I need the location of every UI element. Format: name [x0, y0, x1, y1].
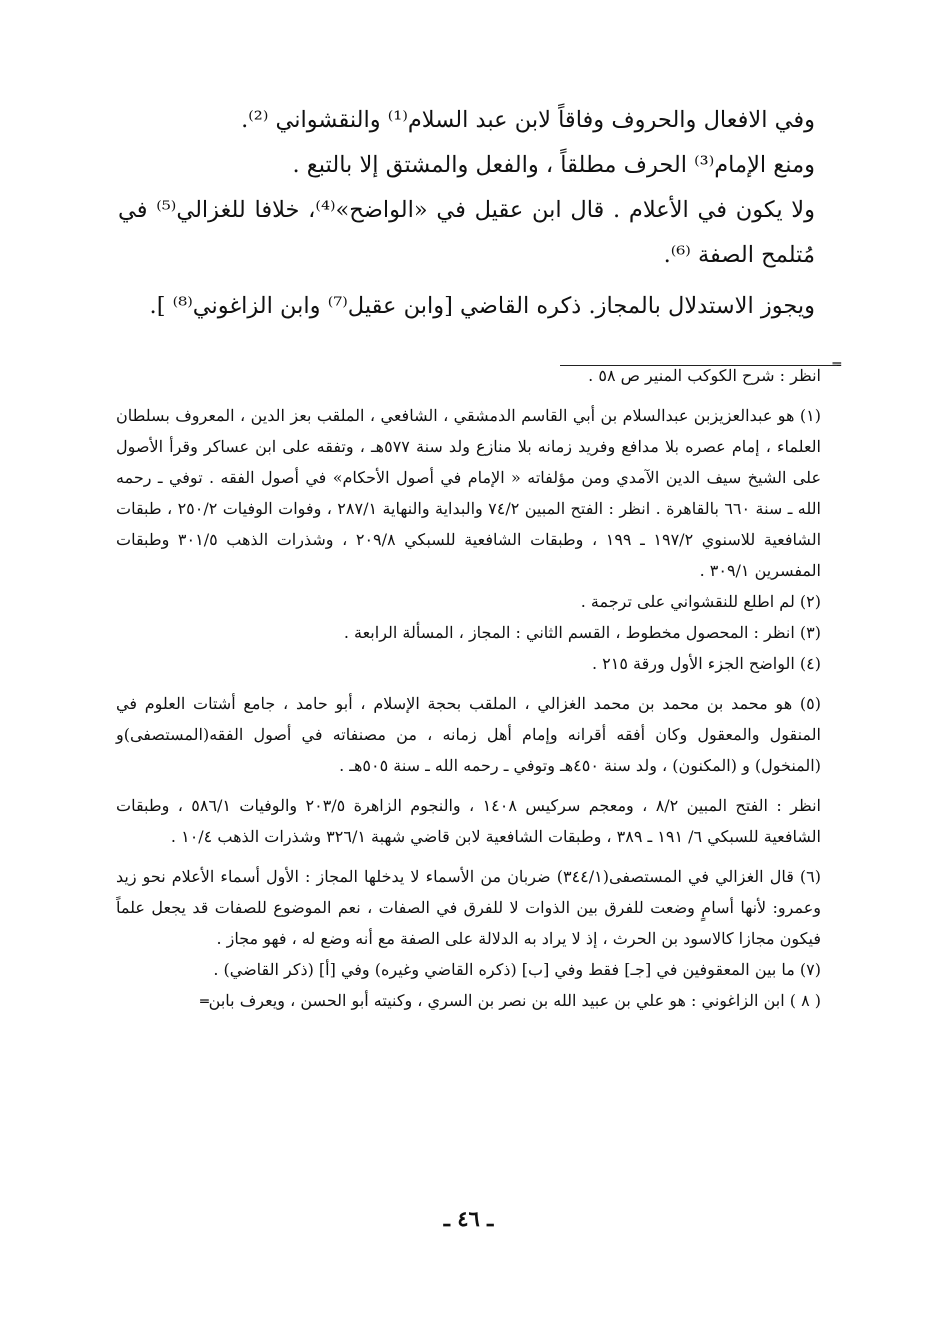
- main-line-3: ولا يكون في الأعلام . قال ابن عقيل في «الواضح»⁽⁴⁾، خلافا للغزالي⁽⁵⁾ في مُتلمح الصفة ⁽⁶⁾.: [118, 197, 816, 268]
- footnote-8-text: ( ٨ ) ابن الزاغوني : هو علي بن عبيد الله بن نصر بن السري ، وكنيته أبو الحسن ، ويعرف بابن: [208, 991, 821, 1010]
- main-line-1: وفي الافعال والحروف وفاقاً لابن عبد السلام⁽¹⁾ والنقشواني ⁽²⁾.: [241, 107, 815, 133]
- main-line-2: ومنع الإمام⁽³⁾ الحرف مطلقاً ، والفعل والمشتق إلا بالتبع .: [292, 152, 815, 178]
- page-number: ـ ٤٦ ـ: [443, 1206, 494, 1231]
- double-rule-mark-bottom: ═: [200, 994, 209, 1010]
- footnote-6: (٦) قال الغزالي في المستصفى(٣٤٤/١) ضربان من الأسماء لا يدخلها المجاز : الأول أسماء الأعلام نحو زيد وعمرو: لأنها أسامٍ وضعت للفرق بين الذوات لا للفرق في الصفات ، نعم الموضوع للصفات قد يجعل علماً فيكون مجازا كالاسود بن الحرث ، إذ لا يراد به الدلالة على الصفة مع أنه وضع له ، فهو مجاز .: [116, 867, 822, 948]
- footnote-4: (٤) الواضح الجزء الأول ورقة ٢١٥ .: [591, 654, 821, 673]
- footnote-1: (١) هو عبدالعزيزبن عبدالسلام بن أبي القاسم الدمشقي ، الشافعي ، الملقب بعز الدين ، المعروف بسلطان العلماء ، إمام عصره بلا مدافع وفريد زمانه بلا منازع ولد سنة ٥٧٧هـ ، وتفقه على ابن عساكر وقرأ الأصول على الشيخ سيف الدين الآمدي ومن مؤلفاته « الإمام في أصول الأحكام» في أصول الفقه . توفي ـ رحمه الله ـ سنة ٦٦٠ بالقاهرة . انظر : الفتح المبين ٧٤/٢ والبداية والنهاية ٢٨٧/١ ، وفوات الوفيات ٢٥٠/٢ ، طبقات الشافعية للاسنوي ١٩٧/٢ ـ ١٩٩ ، وطبقات الشافعية للسبكي ٢٠٩/٨ ، وشذرات الذهب ٣٠١/٥ وطبقات المفسرين ٣٠٩/١ .: [116, 406, 822, 580]
- double-rule-mark-top: ═: [832, 357, 841, 373]
- footnote-reference: انظر : شرح الكوكب المنير ص ٥٨ .: [588, 366, 821, 385]
- footnote-7: (٧) ما بين المعقوفين في [جـ] فقط وفي [ب] (ذكره القاضي وغيره) وفي [أ] (ذكر القاضي) .: [213, 960, 821, 979]
- footnote-5: (٥) هو محمد بن محمد بن محمد الغزالي ، الملقب بحجة الإسلام ، أبو حامد ، جامع أشتات العلوم في المنقول والمعقول وكان أفقه أقرانه وإمام أهل زمانه ، من مصنفاته في أصول الفقه(المستصفى)و (المنخول) و (المكنون) ، ولد سنة ٤٥٠هـ وتوفي ـ رحمه الله ـ سنة ٥٠٥هـ .: [116, 694, 821, 775]
- main-line-4: ويجوز الاستدلال بالمجاز. ذكره القاضي [وابن عقيل⁽⁷⁾ وابن الزاغوني⁽⁸⁾ ].: [149, 293, 815, 319]
- footnotes: [116, 360, 821, 1018]
- footnote-8: [116, 985, 821, 1018]
- main-text: [118, 98, 815, 329]
- footnote-2: (٢) لم اطلع للنقشواني على ترجمة .: [580, 592, 821, 611]
- footnote-5-sources: انظر : الفتح المبين ٨/٢ ، ومعجم سركيس ١٤٠٨ ، والنجوم الزاهرة ٢٠٣/٥ والوفيات ٥٨٦/١ ، وطبقات الشافعية للسبكي ٦/ ١٩١ ـ ٣٨٩ ، وطبقات الشافعية لابن قاضي شهبة ٣٢٦/١ وشذرات الذهب ١٠/٤ .: [116, 796, 821, 846]
- footnote-3: (٣) انظر : المحصول مخطوط ، القسم الثاني : المجاز ، المسألة الرابعة .: [343, 623, 821, 642]
